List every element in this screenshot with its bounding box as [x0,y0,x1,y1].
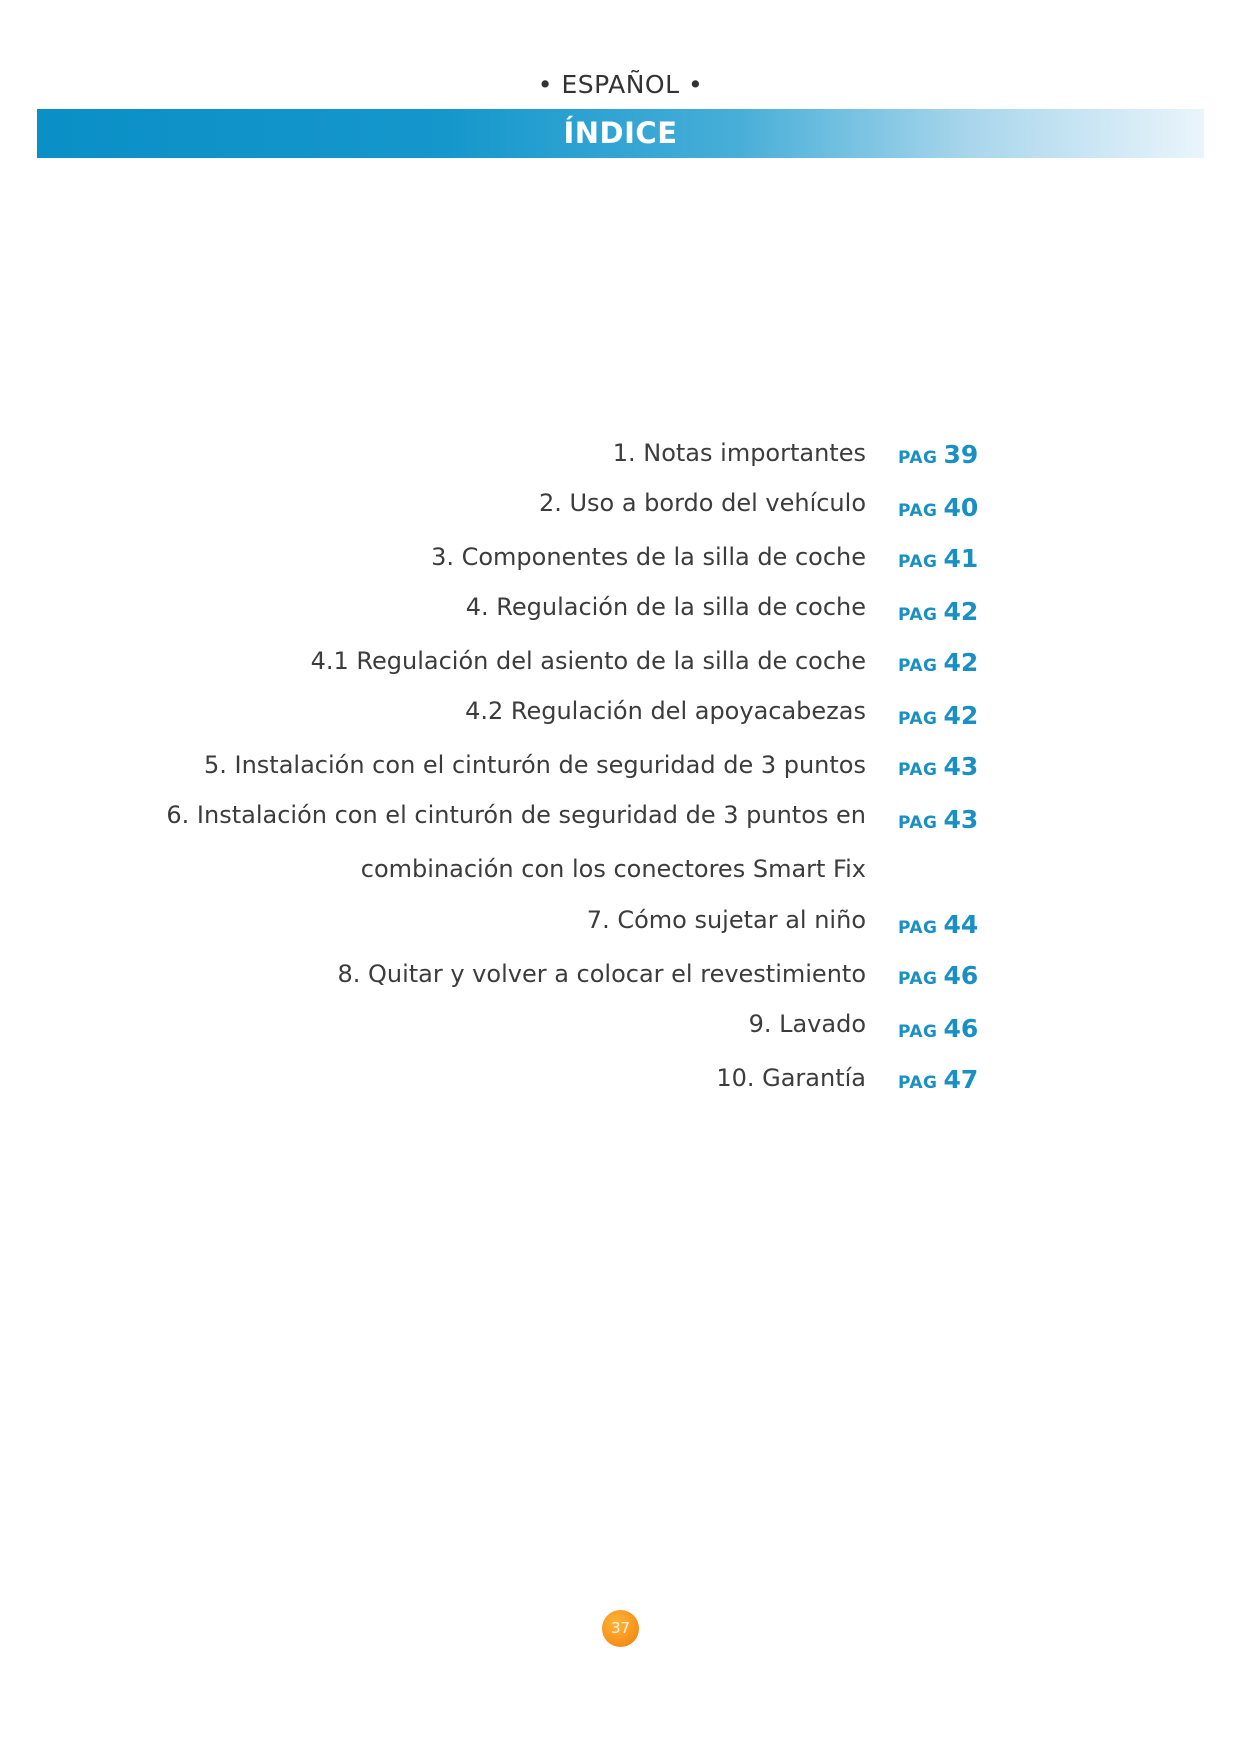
pag-word: PAG [898,813,938,833]
toc-entry-label: 10. Garantía [716,1064,866,1092]
toc-entry-page [898,956,978,999]
toc-entry-9[interactable] [0,1004,1241,1044]
toc-entry-page [898,1009,978,1052]
language-label: • ESPAÑOL • [537,70,704,99]
toc-entry-label: 7. Cómo sujetar al niño [586,906,866,934]
toc-entry-4[interactable] [0,587,1241,627]
toc-entry-1[interactable] [0,433,1241,473]
page-number: 43 [943,752,979,781]
toc-entry-label: 3. Componentes de la silla de coche [431,543,866,571]
page-number: 42 [943,701,979,730]
toc-entry-5[interactable] [0,745,1241,785]
page-number-badge: 37 [602,1610,639,1647]
toc-entry-label: 1. Notas importantes [612,439,866,467]
toc-entry-label: 9. Lavado [748,1010,866,1038]
toc-entry-label: 6. Instalación con el cinturón de seguridad de 3 puntos en [166,801,866,829]
pag-word: PAG [898,1022,938,1042]
page-number: 46 [943,961,979,990]
toc-entry-page [898,592,978,635]
page-number: 43 [943,805,979,834]
toc-entry-page [898,696,978,739]
pag-word: PAG [898,448,938,468]
pag-word: PAG [898,605,938,625]
toc-entry-label: 8. Quitar y volver a colocar el revestimiento [337,960,866,988]
pag-word: PAG [898,969,938,989]
page-number: 42 [943,648,979,677]
toc-entry-label: 5. Instalación con el cinturón de seguridad de 3 puntos [203,751,866,779]
toc-entry-2[interactable] [0,483,1241,523]
toc-entry-label: 2. Uso a bordo del vehículo [538,489,866,517]
pag-word: PAG [898,918,938,938]
pag-word: PAG [898,760,938,780]
page-number: 44 [943,910,979,939]
toc-entry-10[interactable] [0,1058,1241,1098]
page-number: 39 [943,440,979,469]
pag-word: PAG [898,501,938,521]
toc-entry-page [898,643,978,686]
page-number: 46 [943,1014,979,1043]
pag-word: PAG [898,656,938,676]
toc-entry-page [898,435,978,478]
toc-entry-4-1[interactable] [0,641,1241,681]
toc-entry-page [898,905,978,948]
toc-entry-label: 4.2 Regulación del apoyacabezas [465,697,866,725]
toc-entry-4-2[interactable] [0,691,1241,731]
toc-entry-7[interactable] [0,900,1241,940]
toc-entry-page [898,488,978,531]
page-number: 41 [943,544,979,573]
page-number: 42 [943,597,979,626]
pag-word: PAG [898,709,938,729]
pag-word: PAG [898,1073,938,1093]
page-title: ÍNDICE [563,116,678,150]
toc-entry-page [898,800,978,843]
toc-entry-label: combinación con los conectores Smart Fix [360,855,866,883]
page-number: 40 [943,493,979,522]
toc-entry-8[interactable] [0,954,1241,994]
pag-word: PAG [898,552,938,572]
title-banner [37,109,1204,158]
toc-entry-page [898,747,978,790]
toc-entry-page [898,1060,978,1103]
toc-entry-3[interactable] [0,537,1241,577]
toc-entry-page [898,539,978,582]
toc-entry-6[interactable] [0,795,1241,835]
toc-entry-label: 4.1 Regulación del asiento de la silla de coche [310,647,866,675]
page-number: 47 [943,1065,979,1094]
toc-entry-label: 4. Regulación de la silla de coche [465,593,866,621]
toc-entry-6-continuation [0,849,1241,889]
